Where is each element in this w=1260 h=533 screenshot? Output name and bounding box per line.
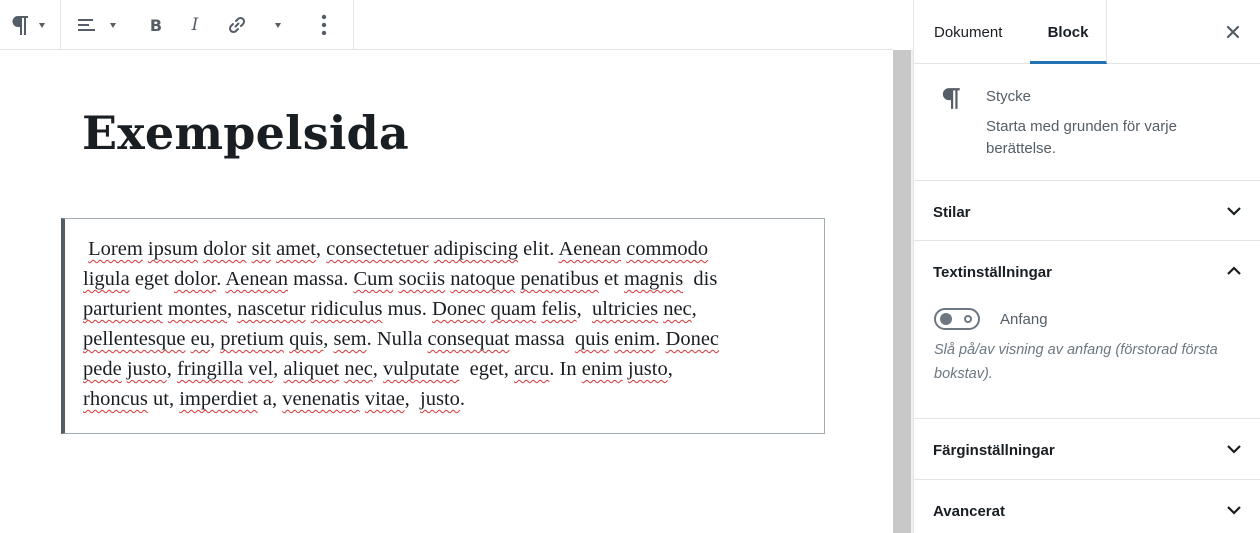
misspelled-word: felis (541, 298, 577, 320)
text-segment: ut, (147, 388, 180, 410)
text-segment: eget (129, 268, 175, 290)
text-segment: , (323, 328, 334, 350)
drop-cap-help: Slå på/av visning av anfang (förstorad första bokstav). (934, 342, 1218, 382)
italic-icon: I (191, 15, 199, 35)
misspelled-word: vulputate (383, 358, 460, 380)
text-segment: , (404, 388, 421, 410)
misspelled-word: Donec (665, 328, 720, 350)
align-left-icon (76, 17, 96, 33)
scrollbar-thumb[interactable] (893, 50, 911, 533)
misspelled-word: aliquet (283, 358, 340, 380)
misspelled-word: enim (581, 358, 623, 380)
text-segment: mus. (382, 298, 433, 320)
block-card-title: Stycke (986, 88, 1032, 105)
paragraph-line (83, 234, 799, 264)
italic-button[interactable] (175, 0, 215, 50)
chevron-down-icon (1226, 203, 1242, 224)
misspelled-word: quam (490, 298, 537, 320)
tab-block[interactable]: Block (1030, 0, 1107, 64)
text-segment: , (166, 358, 177, 380)
misspelled-word: justo (126, 358, 167, 380)
misspelled-word: magnis (623, 268, 684, 290)
paragraph-line (83, 384, 799, 414)
chevron-down-icon (275, 23, 281, 28)
misspelled-word: eu (190, 328, 210, 350)
toolbar-bottom-border (0, 49, 893, 50)
text-segment: . In (549, 358, 582, 380)
misspelled-word: montes (167, 298, 228, 320)
misspelled-word: dolor (174, 268, 217, 290)
text-segment: . Nulla (366, 328, 428, 350)
page-title[interactable]: Exempelsida (82, 106, 409, 160)
chevron-down-icon (1226, 441, 1242, 462)
misspelled-word: justo (627, 358, 668, 380)
text-segment: . (655, 328, 666, 350)
bold-icon: B (149, 15, 163, 35)
panel-color-settings[interactable] (914, 419, 1260, 480)
block-switcher-group (0, 0, 60, 50)
close-sidebar-button[interactable] (1224, 23, 1242, 41)
formatting-group (61, 0, 351, 50)
text-segment: . (459, 388, 466, 410)
text-segment: , (209, 328, 221, 350)
paragraph-icon (940, 86, 962, 115)
sidebar-tabs (914, 0, 1260, 64)
text-segment: , (372, 358, 384, 380)
misspelled-word: pellentesque (83, 328, 186, 350)
text-segment: massa (509, 328, 575, 350)
paragraph-text[interactable] (83, 234, 799, 414)
block-card-description: Starta med grunden för varje berättelse. (986, 118, 1177, 157)
misspelled-word: justo (420, 388, 460, 410)
misspelled-word: rhoncus (83, 388, 148, 410)
misspelled-word: ultricies (592, 298, 659, 320)
misspelled-word: fringilla (176, 358, 243, 380)
align-button[interactable] (61, 0, 127, 50)
misspelled-word: amet (276, 238, 316, 260)
paragraph-icon (10, 14, 30, 36)
text-segment: massa. (287, 268, 354, 290)
paragraph-line (83, 354, 799, 384)
text-segment: . (216, 268, 226, 290)
link-button[interactable] (215, 0, 259, 50)
misspelled-word: natoque (450, 268, 516, 290)
text-segment: , (576, 298, 593, 320)
misspelled-word: ridiculus (310, 298, 383, 320)
more-options-button[interactable] (297, 0, 351, 50)
text-segment: dis (683, 268, 718, 290)
misspelled-word: commodo (626, 238, 709, 260)
panel-styles-title: Stilar (933, 204, 971, 221)
misspelled-word: Aenean (558, 238, 622, 260)
more-rich-text-button[interactable] (259, 0, 297, 50)
misspelled-word: quis (574, 328, 610, 350)
paragraph-line (83, 324, 799, 354)
misspelled-word: ligula (83, 268, 130, 290)
toggle-knob (940, 313, 952, 325)
more-vertical-icon (321, 14, 327, 36)
panel-styles[interactable] (914, 181, 1260, 241)
panel-text-settings-title[interactable]: Textinställningar (933, 264, 1052, 281)
misspelled-word: sociis (398, 268, 446, 290)
misspelled-word: sem (333, 328, 367, 350)
misspelled-word: vitae (364, 388, 405, 410)
misspelled-word: arcu (514, 358, 550, 380)
misspelled-word: ipsum (147, 238, 199, 260)
panel-advanced-title: Avancerat (933, 503, 1005, 520)
paragraph-line (83, 294, 799, 324)
misspelled-word: consectetuer (326, 238, 429, 260)
misspelled-word: vel (248, 358, 274, 380)
misspelled-word: penatibus (520, 268, 599, 290)
misspelled-word: Cum (353, 268, 394, 290)
misspelled-word: dolor (203, 238, 247, 260)
text-segment: , (227, 298, 238, 320)
text-segment: , (315, 238, 327, 260)
misspelled-word: nec (663, 298, 692, 320)
text-segment: et (598, 268, 624, 290)
misspelled-word: sit (251, 238, 271, 260)
tab-document[interactable]: Dokument (934, 23, 1003, 41)
text-segment: eget, (459, 358, 514, 380)
misspelled-word: Donec (432, 298, 486, 320)
text-segment: , (273, 358, 284, 380)
chevron-down-icon (1226, 502, 1242, 523)
drop-cap-label: Anfang (1000, 311, 1048, 328)
toggle-off-indicator (964, 315, 972, 323)
misspelled-word: pede (83, 358, 122, 380)
link-icon (227, 15, 247, 35)
close-icon (1224, 23, 1242, 41)
text-segment: , (691, 298, 697, 320)
block-toolbar (0, 0, 354, 50)
panel-advanced[interactable] (914, 480, 1260, 533)
paragraph-type-button[interactable] (0, 0, 60, 50)
text-segment: elit. (518, 238, 559, 260)
paragraph-block[interactable] (61, 218, 825, 434)
misspelled-word: nec (344, 358, 373, 380)
settings-sidebar (913, 0, 1260, 533)
misspelled-word: imperdiet (179, 388, 258, 410)
chevron-down-icon (110, 23, 116, 28)
misspelled-word: parturient (83, 298, 163, 320)
drop-cap-toggle[interactable] (934, 308, 980, 330)
paragraph-line (83, 264, 799, 294)
panel-text-settings (914, 241, 1260, 419)
misspelled-word: Lorem (88, 238, 143, 260)
misspelled-word: quis (289, 328, 324, 350)
chevron-up-icon[interactable] (1226, 263, 1242, 284)
misspelled-word: venenatis (282, 388, 360, 410)
misspelled-word: Aenean (225, 268, 288, 290)
text-segment: a, (257, 388, 283, 410)
misspelled-word: pretium (220, 328, 284, 350)
misspelled-word: consequat (427, 328, 510, 350)
editor-scrollbar[interactable] (893, 50, 913, 533)
panel-color-settings-title: Färginställningar (933, 442, 1055, 459)
misspelled-word: nascetur (237, 298, 306, 320)
chevron-down-icon (39, 23, 45, 28)
misspelled-word: enim (614, 328, 656, 350)
text-segment: , (667, 358, 673, 380)
bold-button[interactable] (137, 0, 175, 50)
misspelled-word: adipiscing (433, 238, 518, 260)
